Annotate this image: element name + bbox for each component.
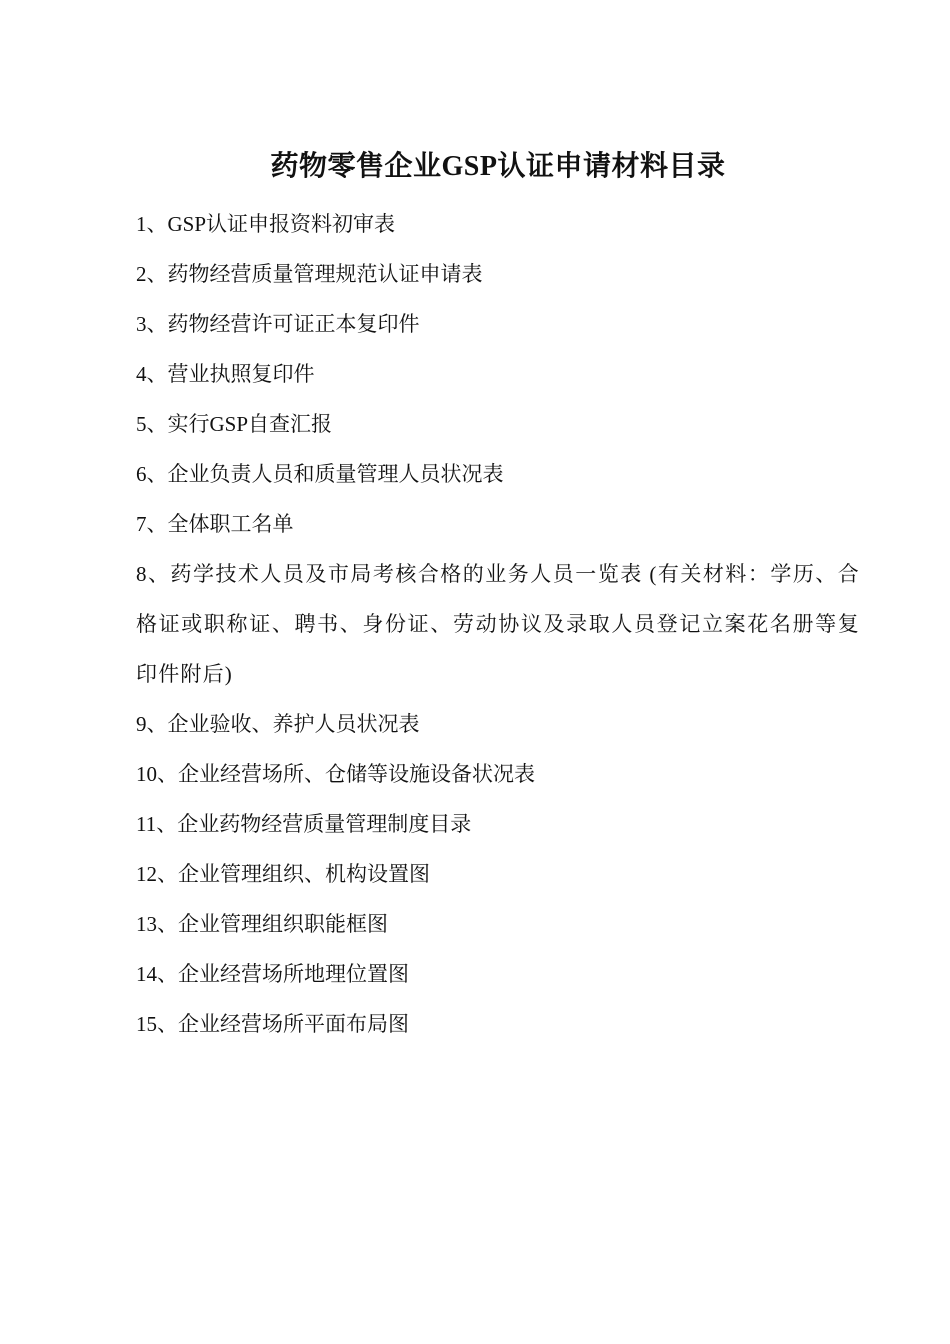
list-item: 9、企业验收、养护人员状况表 <box>136 712 420 736</box>
list-item: 1、GSP认证申报资料初审表 <box>136 212 396 236</box>
list-item: 12、企业管理组织、机构设置图 <box>136 862 430 886</box>
document-title: 药物零售企业GSP认证申请材料目录 <box>270 150 726 182</box>
list-item: 11、企业药物经营质量管理制度目录 <box>136 812 472 836</box>
list-item: 2、药物经营质量管理规范认证申请表 <box>136 262 483 286</box>
list-item: 10、企业经营场所、仓储等设施设备状况表 <box>136 762 535 786</box>
list-item: 14、企业经营场所地理位置图 <box>136 962 409 986</box>
list-item: 15、企业经营场所平面布局图 <box>136 1012 409 1036</box>
materials-list <box>136 199 860 1049</box>
list-item: 6、企业负责人员和质量管理人员状况表 <box>136 462 504 486</box>
list-item: 8、药学技术人员及市局考核合格的业务人员一览表 (有关材料：学历、合格证或职称证、聘书、身份证、劳动协议及录取人员登记立案花名册等复印件附后) <box>136 562 860 686</box>
list-item: 13、企业管理组织职能框图 <box>136 912 388 936</box>
list-item: 7、全体职工名单 <box>136 512 294 536</box>
list-item: 4、营业执照复印件 <box>136 362 315 386</box>
list-item: 3、药物经营许可证正本复印件 <box>136 312 420 336</box>
list-item: 5、实行GSP自查汇报 <box>136 412 333 436</box>
